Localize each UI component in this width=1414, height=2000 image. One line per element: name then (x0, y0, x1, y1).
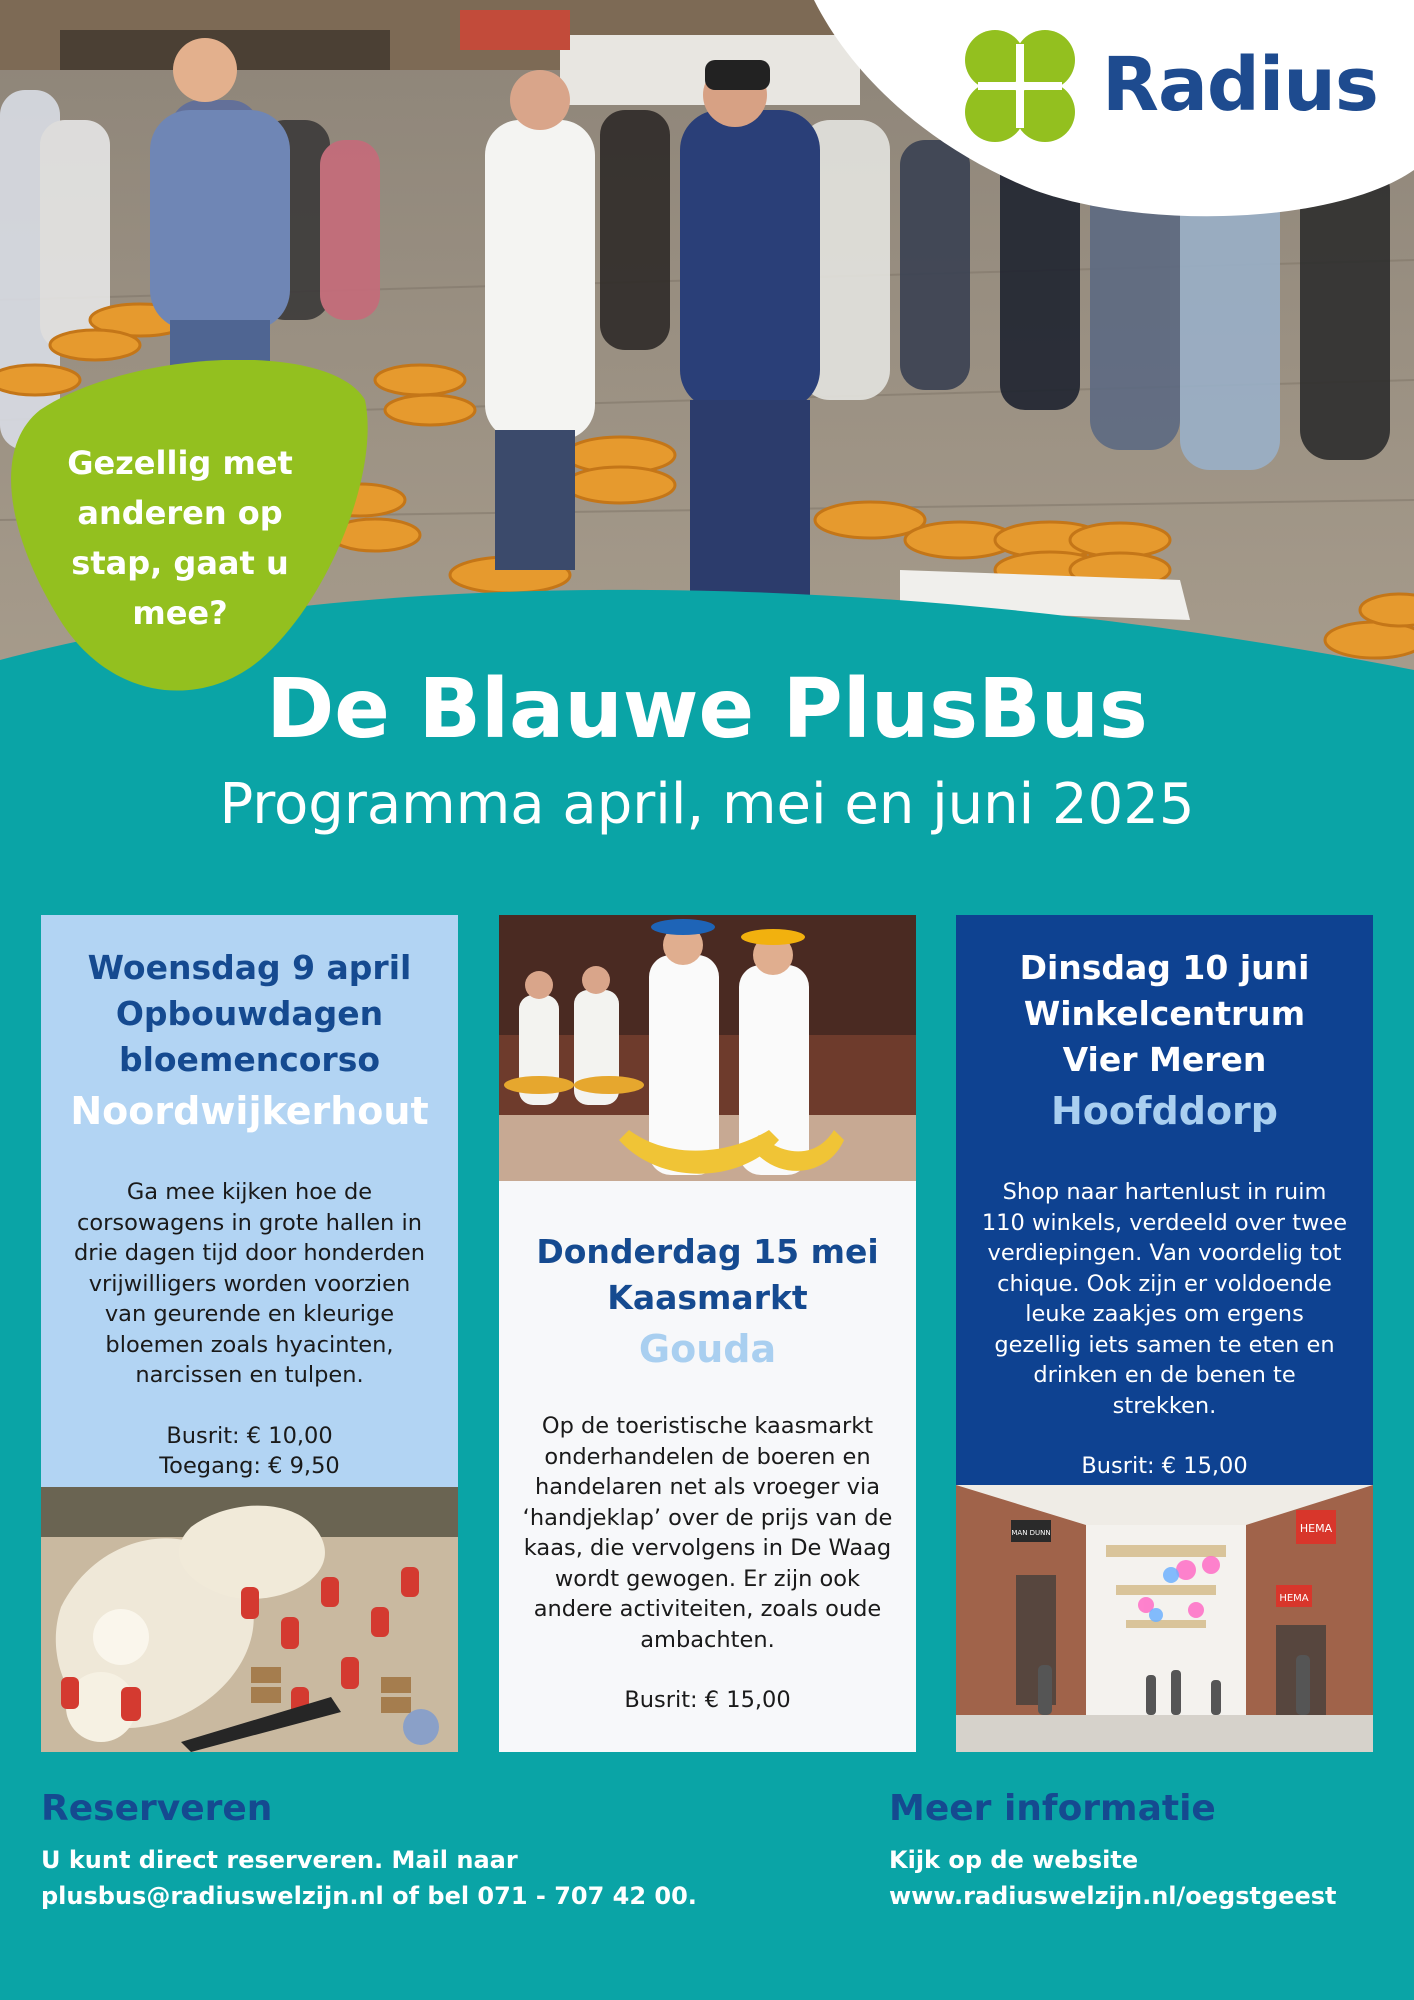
reserve-text: U kunt direct reserveren. Mail naar plusbus@radiuswelzijn.nl of bel 071 - 707 42 00. (41, 1842, 697, 1914)
event-description: Ga mee kijken hoe de corsowagens in grote hallen in drie dagen tijd door honderden vrijwilligers worden voorzien van geurende en kleurige bloemen zoals hyacinten, narcissen en tulpen. (73, 1179, 425, 1388)
event-location: Gouda (638, 1327, 777, 1371)
shopping-center-photo (956, 1485, 1373, 1752)
event-description: Shop naar hartenlust in ruim 110 winkels, verdeeld over twee verdiepingen. Van voordelig tot chique. Ook zijn er voldoende leuke zaakjes om ergens gezellig iets samen te eten en drinken en de benen te strekken. (981, 1179, 1348, 1419)
event-heading: Woensdag 9 april Opbouwdagen bloemencorso (87, 948, 412, 1079)
store-sign-hema: HEMA (1279, 1593, 1309, 1604)
event-location: Hoofddorp (1051, 1089, 1278, 1133)
event-card-hoofddorp (956, 915, 1373, 1752)
page-subtitle: Programma april, mei en juni 2025 (219, 772, 1195, 837)
reserve-contact-link[interactable]: plusbus@radiuswelzijn.nl of bel 071 - 707 42 00. (41, 1882, 697, 1910)
cheese-carriers-photo (499, 915, 916, 1181)
event-description: Op de toeristische kaasmarkt onderhandelen de boeren en handelaren net als vroeger via ‘handjeklap’ over de prijs van de kaas, die vervolgens in De Waag wordt gewogen. Er zijn ook andere activiteiten, zoals oude ambachten. (522, 1413, 893, 1653)
event-price: Busrit: € 15,00 (1081, 1453, 1248, 1479)
store-sign-hema: HEMA (1299, 1522, 1333, 1535)
flower-parade-photo (41, 1487, 458, 1752)
clover-logo-icon (960, 24, 1080, 148)
brand-name: Radius (1102, 42, 1378, 128)
event-heading: Dinsdag 10 juni Winkelcentrum Vier Meren (1019, 948, 1310, 1079)
store-sign: MAN DUNN (1011, 1529, 1051, 1537)
event-heading: Donderdag 15 mei Kaasmarkt (536, 1232, 879, 1317)
website-link[interactable]: www.radiuswelzijn.nl/oegstgeest (889, 1882, 1337, 1910)
event-price: Busrit: € 10,00 Toegang: € 9,50 (159, 1422, 340, 1479)
event-card-noordwijkerhout (41, 915, 458, 1752)
event-price: Busrit: € 15,00 (624, 1687, 791, 1713)
reserve-heading: Reserveren (41, 1788, 273, 1829)
event-card-gouda (499, 915, 916, 1752)
info-heading: Meer informatie (889, 1788, 1216, 1829)
bubble-question: Gezellig met anderen op stap, gaat u mee? (67, 444, 293, 632)
event-location: Noordwijkerhout (70, 1089, 429, 1133)
page-title: De Blauwe PlusBus (266, 662, 1148, 757)
info-text: Kijk op de website www.radiuswelzijn.nl/oegstgeest (889, 1842, 1336, 1914)
